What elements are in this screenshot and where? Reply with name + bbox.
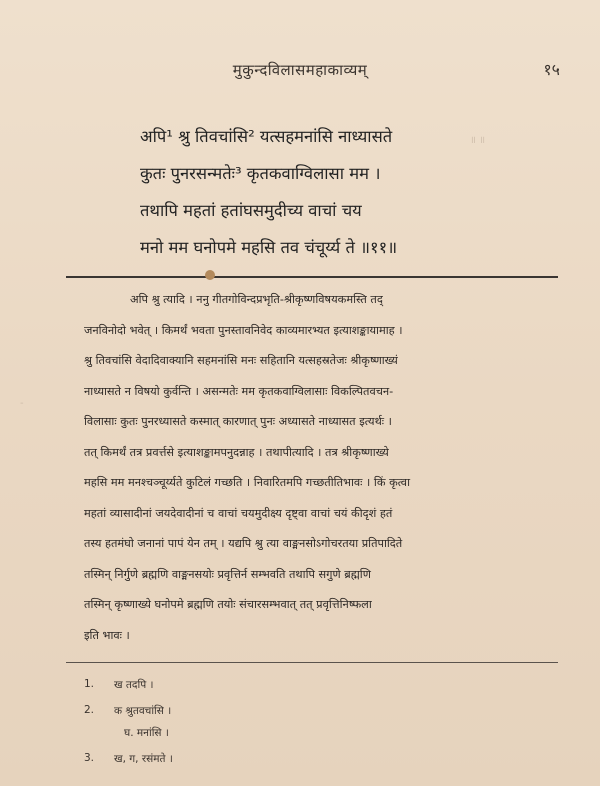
commentary-line: महसि मम मनश्चञ्चूर्य्यते कुटिलं गच्छति । निवारितमपि गच्छतीतिभावः । किं कृत्वा <box>84 476 410 489</box>
commentary-block <box>84 285 559 651</box>
commentary-line: तत् किमर्थं तत्र प्रवर्त्तसे इत्याशङ्कामपनुदन्नाह । तथापीत्यादि । तत्र श्रीकृष्णाख्ये <box>84 445 389 459</box>
commentary-line: नाध्यासते न विषयो कुर्वन्ति । असन्मतेः मम कृतकवाग्विलासाः विकल्पितवचन- <box>84 384 394 398</box>
commentary-line: तस्य हतमंघो जनानां पापं येन तम् । यद्यपि श्रु त्या वाङ्मनसोऽगोचरतया प्रतिपादिते <box>84 537 403 550</box>
commentary-line: इति भावः । <box>84 628 130 642</box>
footnote-divider <box>66 662 558 663</box>
footnote-text: घ. मनांसि । <box>124 727 169 739</box>
commentary-line: तस्मिन् निर्गुणे ब्रह्मणि वाङ्मनसयोः प्रवृत्तिर्न सम्भवति तथापि सगुणे ब्रह्मणि <box>84 567 371 581</box>
paper-stain <box>205 270 215 280</box>
verse-block <box>140 118 560 266</box>
footnote-text: ख, ग, रसंमते । <box>114 753 173 765</box>
commentary-line: तस्मिन् कृष्णाख्ये घनोपमे ब्रह्मणि तयोः संचारसम्भवात् तत् प्रवृत्तिनिष्फला <box>84 598 372 611</box>
footnote <box>84 726 484 748</box>
verse-line: अपि¹ श्रु तिवचांसि² यत्सहमनांसि नाध्यासते <box>140 127 393 146</box>
footnote-number: 3. <box>84 752 95 764</box>
bleed-through-text: ॥ ॥ <box>470 135 486 146</box>
commentary-line: अपि श्रु त्यादि । ननु गीतगोविन्दप्रभृति-श्रीकृष्णविषयकमस्ति तद् <box>130 293 383 306</box>
commentary-line: जनविनोदो भवेत् । किमर्थं भवता पुनस्तावनिवेद काव्यमारभ्यत इत्याशङ्कायामाह । <box>84 323 403 337</box>
footnotes-block <box>84 678 484 774</box>
verse-line: कुतः पुनरसन्मतेः³ कृतकवाग्विलासा मम । <box>140 164 381 183</box>
commentary-line: श्रु तिवचांसि वेदादिवाक्यानि सहमनांसि मनः सहितानि यत्सहस्रतेजः श्रीकृष्णाख्यं <box>84 354 398 367</box>
footnote <box>84 704 484 726</box>
verse-line: मनो मम घनोपमे महसि तव चंचूर्य्य ते ॥११॥ <box>140 238 398 257</box>
running-header-title: मुकुन्दविलासमहाकाव्यम् <box>232 61 368 79</box>
commentary-line: विलासाः कुतः पुनरध्यासते कस्मात् कारणात् पुनः अध्यासते नाध्यासत इत्यर्थः । <box>84 415 392 428</box>
footnote-text: ख तदपि । <box>114 679 154 691</box>
footnote-number: 1. <box>84 678 95 690</box>
footnote <box>84 752 484 774</box>
footnote-text: क श्रुतवचांसि । <box>114 705 172 717</box>
verse-line: तथापि महतां हतांघसमुदीच्य वाचां चय <box>140 201 362 220</box>
section-divider <box>66 276 558 278</box>
footnote-number: 2. <box>84 704 95 716</box>
footnote <box>84 678 484 700</box>
bleed-through-text: - <box>20 398 24 409</box>
commentary-line: महतां व्यासादीनां जयदेवादीनां च वाचां चयमुदीक्ष्य दृष्ट्वा वाचां चयं कीदृशं हतं <box>84 506 393 520</box>
page-number: १५ <box>543 60 560 79</box>
